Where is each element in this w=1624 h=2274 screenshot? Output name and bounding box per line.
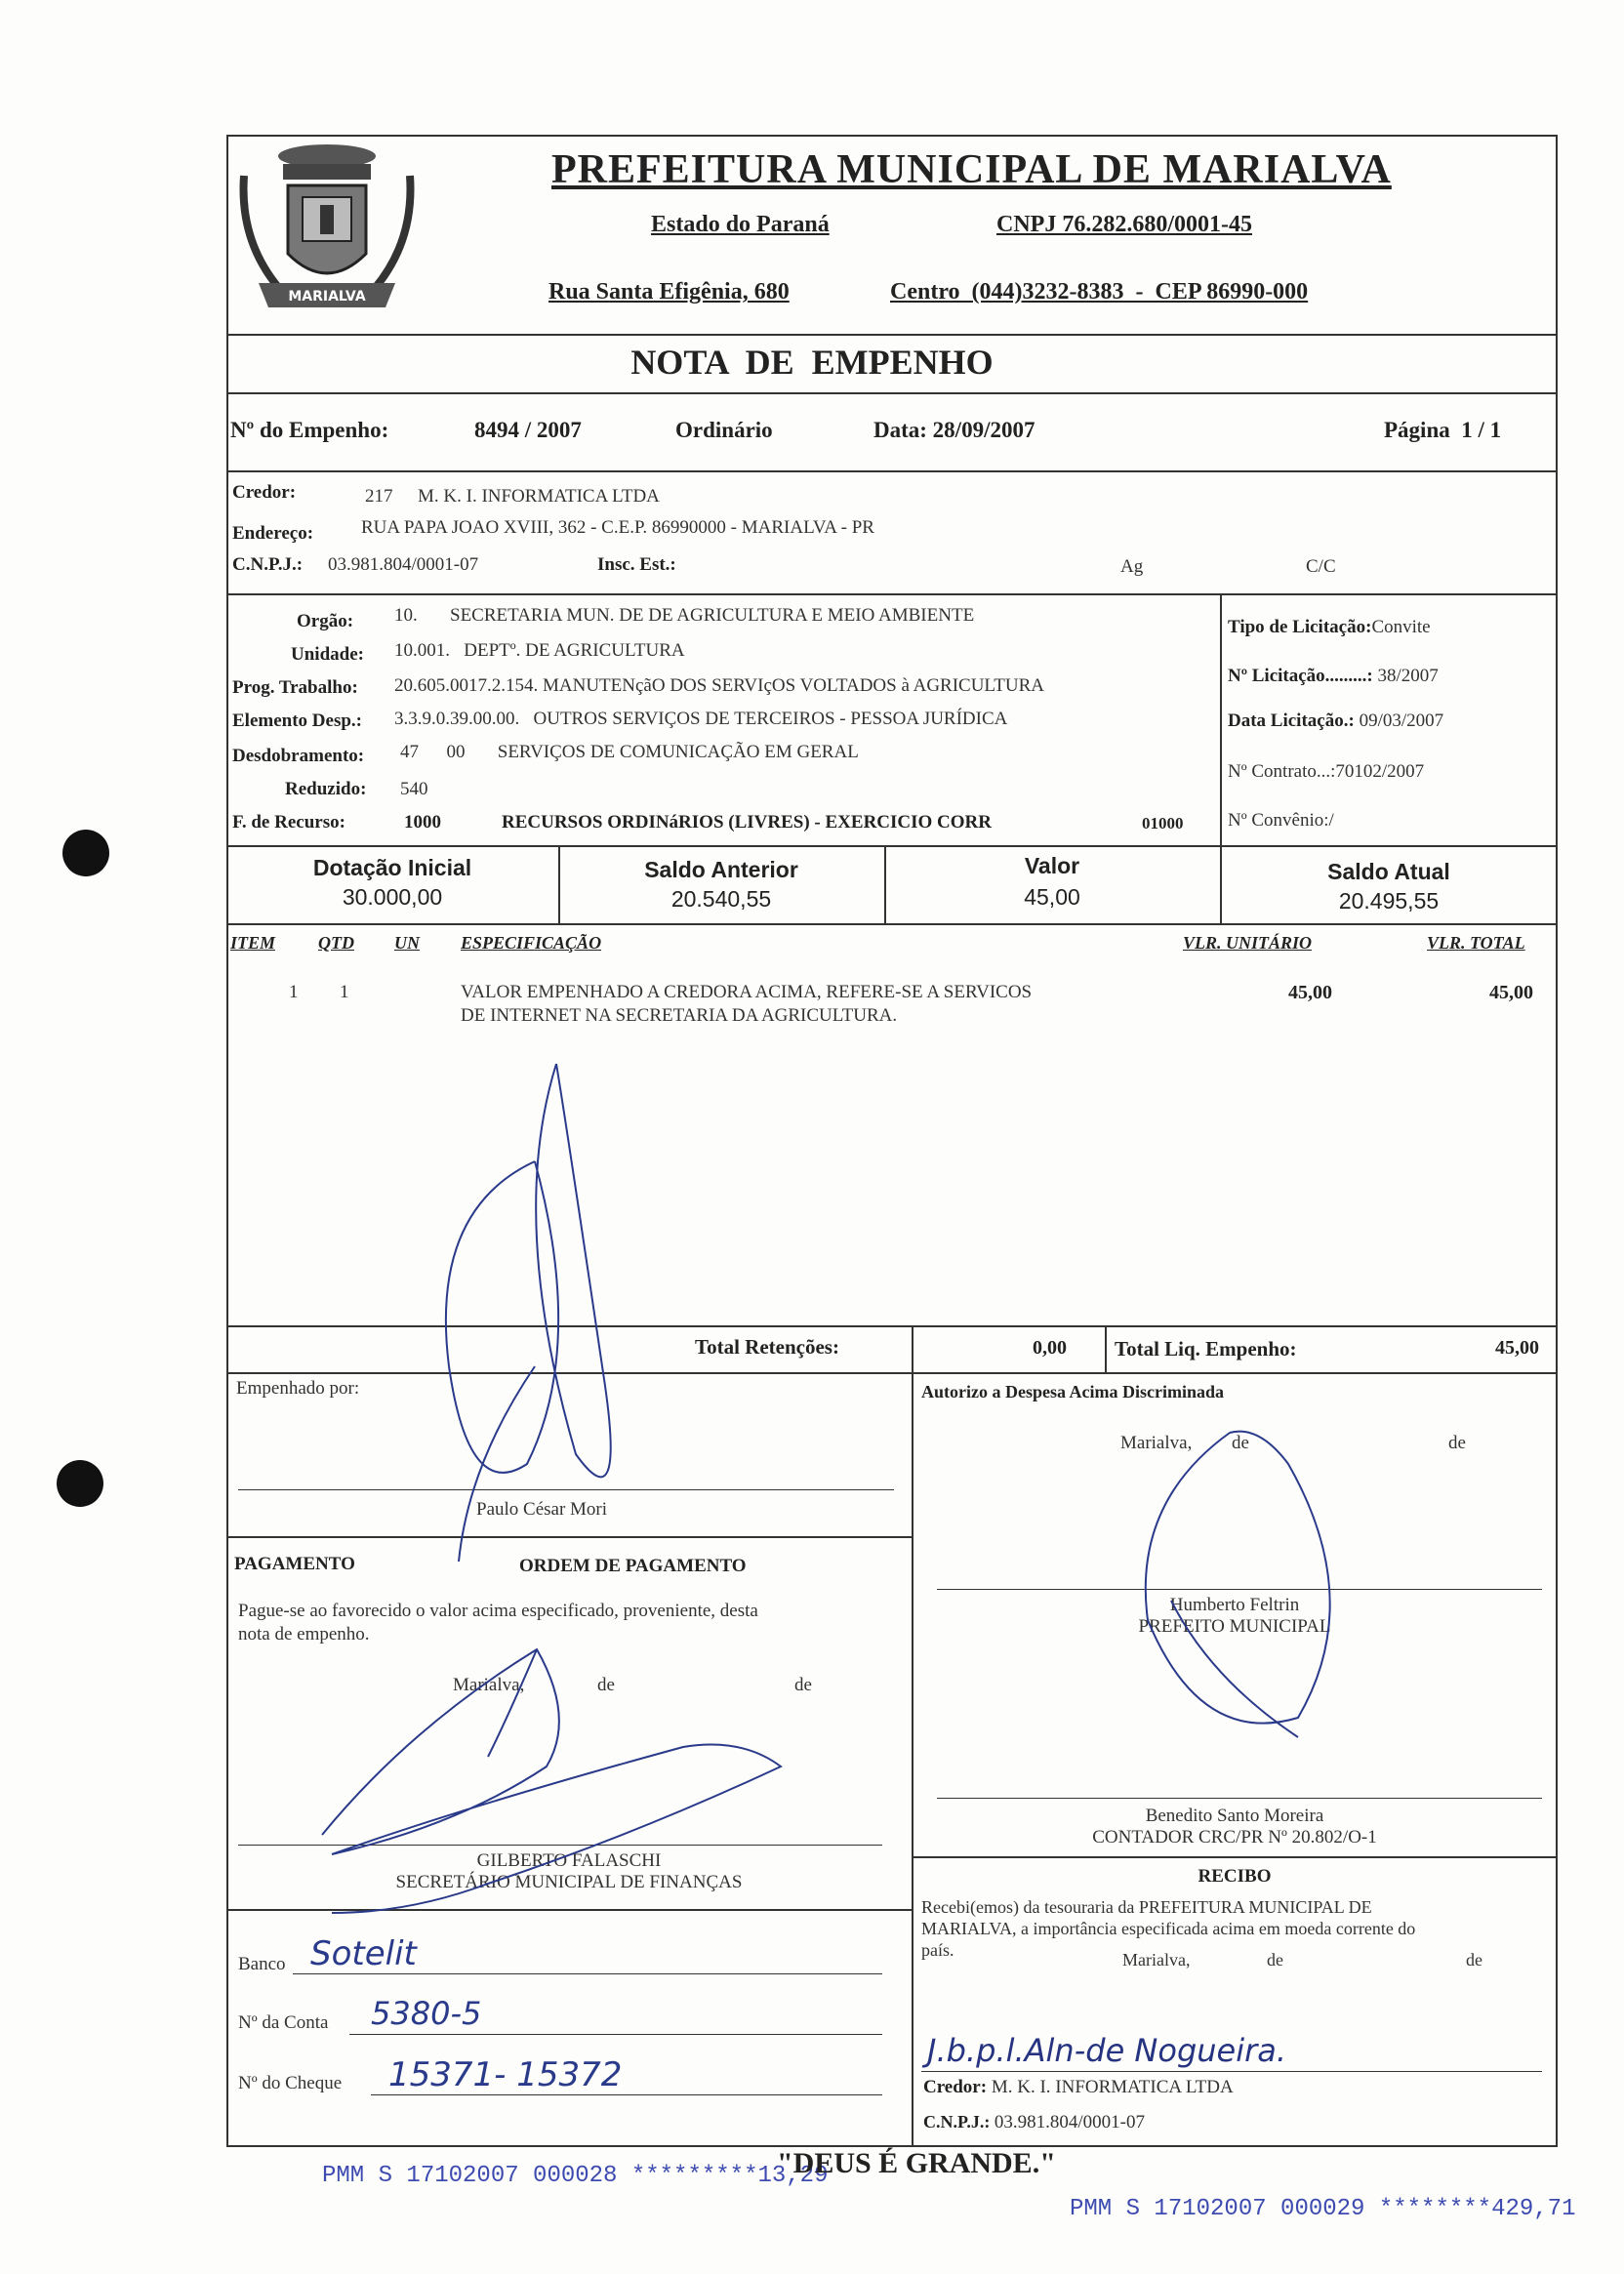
header-state: Estado do Paraná [651, 212, 830, 237]
recibo-marialva: Marialva, [1122, 1950, 1191, 1969]
orgao-label: Orgão: [297, 611, 354, 631]
contador-title: CONTADOR CRC/PR Nº 20.802/O-1 [1092, 1827, 1377, 1848]
recibo-de-2: de [1466, 1950, 1482, 1969]
credor-label: Credor: [232, 482, 297, 503]
empenho-number: 8494 / 2007 [474, 418, 582, 442]
recibo-text-2: MARIALVA, a importância especificada acima em moeda corrente do [921, 1919, 1416, 1938]
header-address: Rua Santa Efigênia, 680 [548, 279, 790, 305]
item-total-value: 45,00 [1489, 982, 1533, 1003]
empenho-number-label: Nº do Empenho: [230, 418, 389, 442]
secretario-name: GILBERTO FALASCHI [476, 1850, 662, 1871]
secretario-title: SECRETÁRIO MUNICIPAL DE FINANÇAS [395, 1872, 743, 1892]
saldo-anterior-value: 20.540,55 [670, 886, 772, 912]
dotacao-label: Dotação Inicial [312, 855, 472, 880]
unidade-label: Unidade: [291, 644, 364, 665]
items-header-total: VLR. TOTAL [1427, 933, 1525, 953]
empenhado-label: Empenhado por: [236, 1378, 360, 1399]
dotacao-value: 30.000,00 [342, 884, 443, 910]
credor-code: 217 [365, 486, 393, 507]
punch-hole-top [62, 830, 109, 876]
pagamento-de-2: de [794, 1675, 812, 1695]
credor-name: M. K. I. INFORMATICA LTDA [418, 486, 660, 507]
retencoes-value: 0,00 [1033, 1337, 1067, 1359]
desdob-label: Desdobramento: [232, 746, 365, 766]
doc-title: NOTA DE EMPENHO [630, 343, 994, 382]
recurso-label: F. de Recurso: [232, 812, 345, 832]
stamp-left: PMM S 17102007 000028 *********13,29 [322, 2163, 829, 2189]
recibo-credor-label: Credor: [923, 2077, 988, 2097]
recurso-desc: RECURSOS ORDINáRIOS (LIVRES) - EXERCICIO CORR [502, 812, 992, 832]
items-header-item: ITEM [230, 933, 276, 953]
pagamento-label: PAGAMENTO [234, 1554, 355, 1574]
cnpj-label: C.N.P.J.: [232, 554, 304, 575]
pagamento-marialva: Marialva, [453, 1675, 525, 1695]
header-cnpj: CNPJ 76.282.680/0001-45 [996, 212, 1252, 237]
autorizo-marialva: Marialva, [1120, 1433, 1193, 1453]
address-label: Endereço: [232, 523, 314, 544]
banco-label: Banco [238, 1954, 286, 1974]
cheque-label: Nº do Cheque [238, 2073, 343, 2093]
prefeito-title: PREFEITO MUNICIPAL [1138, 1616, 1331, 1637]
pagamento-text-2: nota de empenho. [238, 1624, 370, 1645]
saldo-atual-label: Saldo Atual [1327, 859, 1450, 884]
licitacao-num-value: 38/2007 [1372, 666, 1439, 686]
licitacao-convenio: Nº Convênio:/ [1228, 810, 1334, 831]
retencoes-label: Total Retenções: [695, 1335, 839, 1359]
stamp-right: PMM S 17102007 000029 ********429,71 [1070, 2196, 1576, 2222]
credor-cnpj: 03.981.804/0001-07 [328, 554, 479, 575]
ordem-label: ORDEM DE PAGAMENTO [519, 1556, 747, 1576]
autorizo-de-2: de [1448, 1433, 1466, 1453]
autorizo-label: Autorizo a Despesa Acima Discriminada [921, 1382, 1224, 1401]
valor-value: 45,00 [1024, 884, 1080, 910]
pagamento-text-1: Pague-se ao favorecido o valor acima especificado, proveniente, desta [238, 1601, 758, 1621]
elemento-label: Elemento Desp.: [232, 711, 362, 731]
insc-label: Insc. Est.: [597, 554, 676, 575]
motto: "DEUS É GRANDE." [777, 2147, 1056, 2179]
pagamento-de-1: de [597, 1675, 615, 1695]
items-header-unit: VLR. UNITÁRIO [1183, 933, 1313, 953]
prog-label: Prog. Trabalho: [232, 677, 358, 698]
recibo-cnpj-label: C.N.P.J.: [923, 2112, 991, 2132]
item-number: 1 [289, 982, 299, 1002]
licitacao-tipo-value: Convite [1371, 617, 1431, 637]
item-unit-value: 45,00 [1288, 982, 1332, 1003]
orgao-value: 10. SECRETARIA MUN. DE DE AGRICULTURA E MEIO AMBIENTE [394, 605, 975, 626]
autorizo-de-1: de [1232, 1433, 1249, 1453]
desdob-value: 47 00 SERVIÇOS DE COMUNICAÇÃO EM GERAL [400, 742, 859, 762]
conta-label: Nº da Conta [238, 2012, 329, 2033]
prog-value: 20.605.0017.2.154. MANUTENçãO DOS SERVIçOS VOLTADOS à AGRICULTURA [394, 675, 1045, 696]
recurso-num: 01000 [1142, 814, 1184, 832]
items-header-qtd: QTD [318, 933, 354, 953]
empenho-page: Página 1 / 1 [1384, 418, 1502, 442]
cc-label: C/C [1306, 556, 1336, 577]
header-title: PREFEITURA MUNICIPAL DE MARIALVA [551, 147, 1392, 192]
items-header-un: UN [394, 933, 420, 953]
reduzido-label: Reduzido: [285, 779, 367, 799]
valor-label: Valor [1024, 853, 1080, 878]
reduzido-value: 540 [400, 779, 428, 799]
licitacao-data-value: 09/03/2007 [1354, 711, 1444, 731]
liq-value: 45,00 [1495, 1337, 1539, 1359]
empenho-date: Data: 28/09/2007 [873, 418, 1035, 442]
banco-value: Sotelit [310, 1934, 417, 1973]
saldo-anterior-label: Saldo Anterior [644, 857, 798, 882]
item-spec-line1: VALOR EMPENHADO A CREDORA ACIMA, REFERE-SE A SERVICOS [461, 982, 1033, 1002]
recibo-de-1: de [1267, 1950, 1283, 1969]
empenhado-name: Paulo César Mori [476, 1499, 608, 1520]
licitacao-num-label: Nº Licitação.........: [1228, 666, 1373, 686]
liq-label: Total Liq. Empenho: [1115, 1337, 1297, 1360]
cheque-value: 15371- 15372 [388, 2055, 623, 2094]
recibo-credor-value: M. K. I. INFORMATICA LTDA [991, 2077, 1234, 2097]
elemento-value: 3.3.9.0.39.00.00. OUTROS SERVIÇOS DE TERCEIROS - PESSOA JURÍDICA [394, 709, 1008, 729]
punch-hole-bottom [57, 1460, 103, 1507]
conta-value: 5380-5 [371, 1995, 482, 2032]
licitacao-contrato: Nº Contrato...:70102/2007 [1228, 761, 1425, 782]
licitacao-data-label: Data Licitação.: [1228, 711, 1355, 731]
contador-name: Benedito Santo Moreira [1145, 1806, 1324, 1826]
recibo-title: RECIBO [1198, 1866, 1272, 1887]
ag-label: Ag [1120, 556, 1144, 577]
recibo-text-1: Recebi(emos) da tesouraria da PREFEITURA MUNICIPAL DE [921, 1897, 1372, 1917]
licitacao-tipo-label: Tipo de Licitação: [1228, 617, 1372, 637]
item-qtd: 1 [340, 982, 349, 1002]
recibo-text-3: país. [921, 1940, 954, 1960]
recibo-signature: J.b.p.l.Aln-de Nogueira. [927, 2032, 1287, 2069]
empenho-type: Ordinário [675, 418, 773, 442]
header-contact: Centro (044)3232-8383 - CEP 86990-000 [890, 279, 1309, 305]
saldo-atual-value: 20.495,55 [1338, 888, 1440, 914]
recibo-cnpj-value: 03.981.804/0001-07 [994, 2112, 1145, 2132]
items-header-spec: ESPECIFICAÇÃO [461, 933, 602, 953]
seal-banner: MARIALVA [288, 289, 366, 305]
item-spec-line2: DE INTERNET NA SECRETARIA DA AGRICULTURA. [461, 1005, 898, 1026]
prefeito-name: Humberto Feltrin [1169, 1595, 1300, 1615]
credor-address: RUA PAPA JOAO XVIII, 362 - C.E.P. 86990000 - MARIALVA - PR [361, 517, 874, 538]
recurso-code: 1000 [404, 812, 441, 832]
unidade-value: 10.001. DEPTº. DE AGRICULTURA [394, 640, 685, 661]
